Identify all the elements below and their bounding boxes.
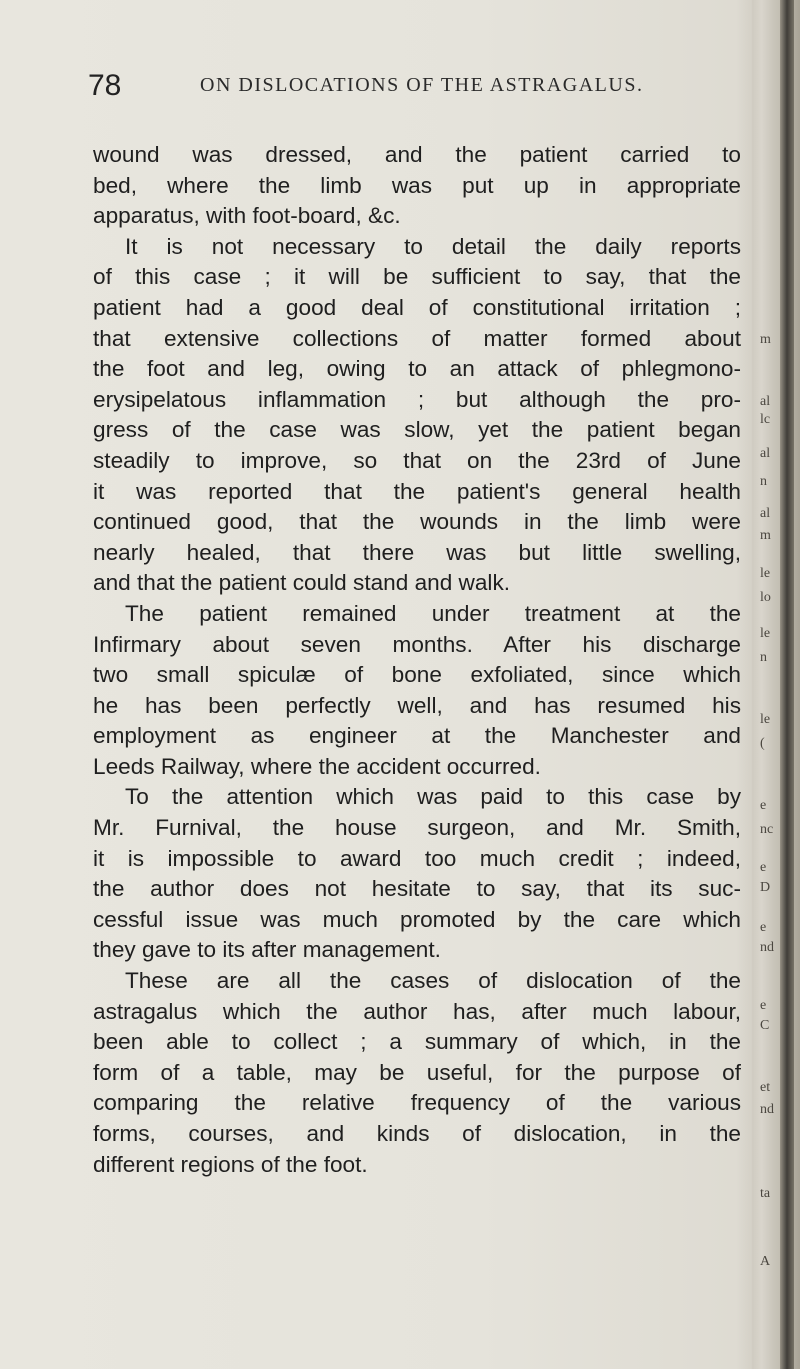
margin-bleed-text: le	[760, 566, 771, 581]
text-line: steadily to improve, so that on the 23rd of June	[93, 447, 741, 473]
margin-bleed-text: nd	[760, 1102, 774, 1117]
margin-bleed-text: m	[760, 528, 771, 543]
text-line: continued good, that the wounds in the limb were	[93, 509, 741, 535]
text-line: gress of the case was slow, yet the patient began	[93, 417, 741, 443]
margin-bleed-text: ta	[760, 1186, 771, 1201]
margin-bleed-text: le	[760, 712, 771, 727]
margin-bleed-text: e	[760, 920, 767, 935]
text-line: wound was dressed, and the patient carried to	[93, 142, 741, 167]
text-line: he has been perfectly well, and has resumed his	[93, 692, 741, 718]
margin-bleed-text: et	[760, 1080, 771, 1095]
text-line: two small spiculæ of bone exfoliated, since which	[93, 662, 741, 688]
text-line: been able to collect ; a summary of which, in the	[93, 1029, 741, 1055]
body-text	[93, 140, 741, 1180]
text-line: Leeds Railway, where the accident occurred.	[93, 753, 541, 779]
margin-bleed-text: n	[760, 650, 767, 665]
margin-bleed-text: e	[760, 860, 767, 875]
margin-bleed-text: C	[760, 1018, 770, 1033]
text-line: Mr. Furnival, the house surgeon, and Mr. Smith,	[93, 815, 741, 841]
text-line: it was reported that the patient's general health	[93, 478, 741, 504]
text-line: astragalus which the author has, after much labour,	[93, 998, 741, 1024]
text-line: nearly healed, that there was but little swelling,	[93, 539, 741, 565]
text-line: apparatus, with foot-board, &c.	[93, 203, 401, 229]
text-line: of this case ; it will be sufficient to say, that the	[93, 264, 741, 290]
text-line: The patient remained under treatment at the	[125, 600, 741, 626]
running-head: ON DISLOCATIONS OF THE ASTRAGALUS.	[200, 74, 644, 96]
margin-bleed-text: n	[760, 474, 767, 489]
margin-bleed-text: nc	[760, 822, 774, 837]
text-line: different regions of the foot.	[93, 1151, 368, 1177]
margin-bleed-text: (	[760, 736, 765, 751]
text-line: Infirmary about seven months. After his discharge	[93, 631, 741, 657]
text-line: erysipelatous inflammation ; but although the pro-	[93, 386, 741, 412]
margin-bleed-text: al	[760, 506, 771, 521]
text-line: and that the patient could stand and walk.	[93, 570, 511, 596]
text-line: it is impossible to award too much credit ; indeed,	[93, 845, 741, 871]
text-line: cessful issue was much promoted by the care which	[93, 906, 741, 932]
text-line: These are all the cases of dislocation of the	[125, 968, 741, 994]
text-line: To the attention which was paid to this case by	[125, 784, 741, 810]
book-spine	[780, 0, 794, 1369]
text-line: It is not necessary to detail the daily reports	[125, 233, 741, 259]
text-line: that extensive collections of matter formed about	[93, 325, 741, 351]
text-line: comparing the relative frequency of the various	[93, 1090, 741, 1116]
margin-bleed-text: al	[760, 446, 771, 461]
margin-bleed-text: le	[760, 626, 771, 641]
margin-bleed-text: lo	[760, 590, 771, 605]
margin-bleed-text: A	[760, 1254, 771, 1269]
text-line: they gave to its after management.	[93, 937, 441, 963]
page-number: 78	[88, 69, 122, 102]
margin-bleed-text: al	[760, 394, 771, 409]
text-line: the foot and leg, owing to an attack of phlegmono-	[93, 356, 741, 382]
text-line: employment as engineer at the Manchester and	[93, 723, 741, 749]
margin-bleed-text: D	[760, 880, 771, 895]
text-line: forms, courses, and kinds of dislocation, in the	[93, 1121, 741, 1146]
text-line: form of a table, may be useful, for the purpose of	[93, 1059, 741, 1085]
page-header	[88, 68, 738, 108]
margin-bleed-text: nd	[760, 940, 774, 955]
margin-bleed-text: e	[760, 998, 767, 1013]
margin-bleed-text: lc	[760, 412, 771, 427]
text-line: the author does not hesitate to say, that its suc-	[93, 876, 741, 902]
margin-bleed-text: m	[760, 332, 771, 347]
text-line: bed, where the limb was put up in appropriate	[93, 172, 741, 198]
margin-bleed-text: e	[760, 798, 767, 813]
text-line: patient had a good deal of constitutional irritation ;	[93, 294, 741, 320]
